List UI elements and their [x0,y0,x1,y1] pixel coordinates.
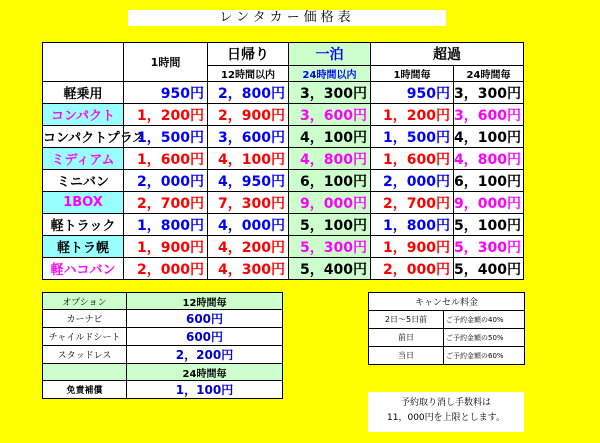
header-over-1h: 1時間毎 [371,66,454,82]
option-blank [43,364,127,381]
vehicle-class: 軽トラック [43,214,124,236]
cancel-when: 前日 [369,329,444,347]
price-over-1h: 1，900円 [371,236,454,258]
price-row [43,192,524,214]
option-12h-header: 12時間毎 [127,293,283,310]
price-1h: 2，700円 [124,192,208,214]
option-name: スタッドレス [43,346,127,364]
cancel-note-line1: 予約取り消し手数料は [400,398,491,408]
price-24h: 3，600円 [289,104,371,126]
price-over-1h: 1，200円 [371,104,454,126]
price-24h: 6，100円 [289,170,371,192]
price-over-1h: 950円 [371,82,454,104]
price-12h: 2，900円 [208,104,289,126]
vehicle-class: ミニバン [43,170,124,192]
vehicle-class: コンパクト [43,104,124,126]
cancel-fee: ご予約金額の50% [444,329,525,347]
vehicle-class: 1BOX [43,192,124,214]
header-12h: 日帰り [208,43,289,66]
price-over-1h: 2，000円 [371,170,454,192]
price-12h: 4，300円 [208,258,289,280]
price-over-1h: 1，800円 [371,214,454,236]
option-name: カーナビ [43,310,127,328]
price-over-24h: 9，000円 [454,192,524,214]
price-12h: 7，300円 [208,192,289,214]
header-24h-sub: 24時間以内 [289,66,371,82]
cancel-when: 当日 [369,347,444,365]
price-over-24h: 3，600円 [454,104,524,126]
price-row [43,126,524,148]
price-row [43,258,524,280]
price-over-1h: 1，600円 [371,148,454,170]
price-1h: 2，000円 [124,170,208,192]
price-row [43,104,524,126]
price-1h: 1，800円 [124,214,208,236]
price-row [43,236,524,258]
cancel-title: キャンセル料金 [369,293,525,311]
price-over-24h: 4，800円 [454,148,524,170]
price-24h: 5，300円 [289,236,371,258]
price-over-1h: 1，500円 [371,126,454,148]
price-over-24h: 5，400円 [454,258,524,280]
price-24h: 4，800円 [289,148,371,170]
price-over-1h: 2，700円 [371,192,454,214]
price-row [43,214,524,236]
price-1h: 1，600円 [124,148,208,170]
price-over-24h: 6，100円 [454,170,524,192]
price-24h: 5，400円 [289,258,371,280]
price-24h: 4，100円 [289,126,371,148]
price-12h: 2，800円 [208,82,289,104]
option-price: 600円 [127,328,283,346]
price-1h: 2，000円 [124,258,208,280]
vehicle-class: 軽乗用 [43,82,124,104]
option-header: オプション [43,293,127,310]
insurance-name: 免責補償 [43,381,127,399]
price-12h: 3，600円 [208,126,289,148]
price-row [43,148,524,170]
page-title: レンタカー価格表 [128,10,446,26]
option-price: 600円 [127,310,283,328]
vehicle-class: コンパクトプラス [43,126,124,148]
header-24h: 一泊 [289,43,371,66]
price-table [42,42,524,280]
header-corner [43,43,124,82]
cancel-table [368,292,525,365]
option-price: 2，200円 [127,346,283,364]
vehicle-class: 軽トラ幌 [43,236,124,258]
price-over-24h: 5，100円 [454,214,524,236]
header-over: 超過 [371,43,524,66]
cancel-when: 2日～5日前 [369,311,444,329]
vehicle-class: 軽ハコバン [43,258,124,280]
cancel-fee: ご予約金額の40% [444,311,525,329]
price-over-24h: 4，100円 [454,126,524,148]
price-over-24h: 5，300円 [454,236,524,258]
price-over-1h: 2，000円 [371,258,454,280]
vehicle-class: ミディアム [43,148,124,170]
header-over-24h: 24時間毎 [454,66,524,82]
price-24h: 9，000円 [289,192,371,214]
options-table [42,292,283,399]
insurance-price: 1，100円 [127,381,283,399]
price-row [43,82,524,104]
header-1h: 1時間 [124,43,208,82]
price-over-24h: 3，300円 [454,82,524,104]
option-24h-header: 24時間毎 [127,364,283,381]
price-12h: 4，100円 [208,148,289,170]
cancel-note-line2: 11，000円を上限とします。 [387,413,505,423]
cancel-fee: ご予約金額の60% [444,347,525,365]
price-row [43,170,524,192]
price-24h: 5，100円 [289,214,371,236]
price-12h: 4，950円 [208,170,289,192]
price-24h: 3，300円 [289,82,371,104]
price-1h: 950円 [124,82,208,104]
price-1h: 1，200円 [124,104,208,126]
cancel-note [368,392,524,432]
option-name: チャイルドシート [43,328,127,346]
price-1h: 1，500円 [124,126,208,148]
price-1h: 1，900円 [124,236,208,258]
header-12h-sub: 12時間以内 [208,66,289,82]
price-12h: 4，000円 [208,214,289,236]
price-12h: 4，200円 [208,236,289,258]
